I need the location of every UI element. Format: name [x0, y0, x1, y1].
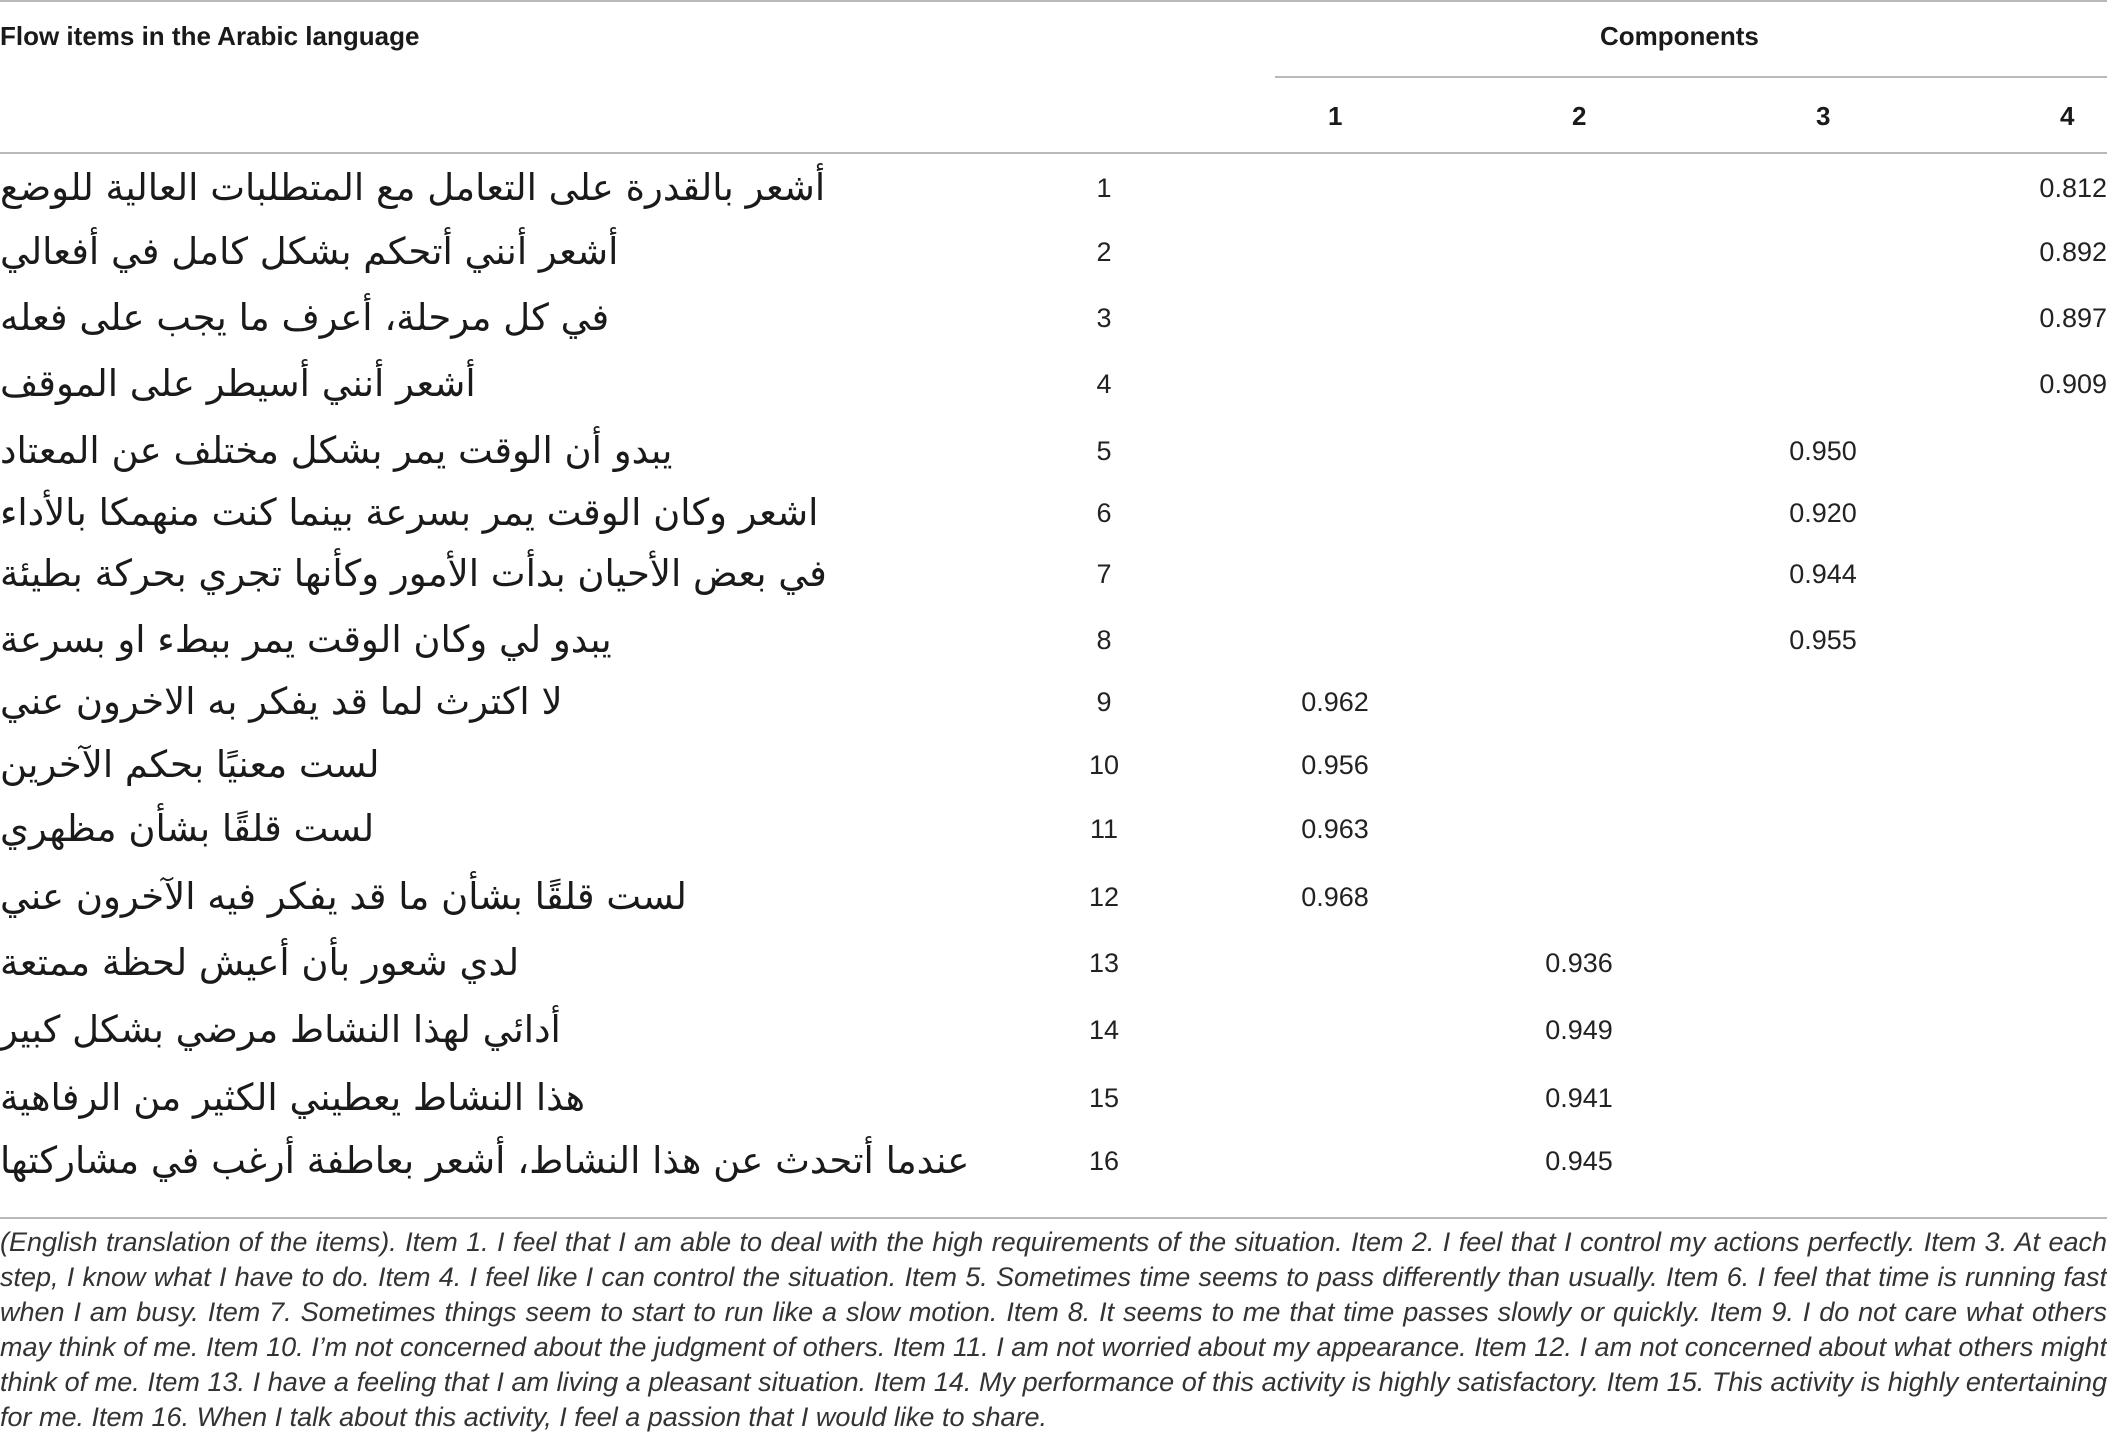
component-3-loading: 0.955 [1789, 625, 1857, 655]
component-1-loading: 0.962 [1301, 687, 1369, 717]
component-3-loading: 0.920 [1789, 498, 1857, 528]
component-1-loading [1275, 221, 1395, 283]
component-1-loading [1275, 482, 1395, 544]
component-2-loading: 0.936 [1545, 948, 1613, 978]
component-3-loading [1763, 221, 1883, 283]
arabic-item-text: أشعر بالقدرة على التعامل مع المتطلبات العالية للوضع [0, 166, 826, 209]
component-3-loading: 0.950 [1789, 436, 1857, 466]
table-row [0, 866, 2107, 928]
component-3-loading [1763, 932, 1883, 994]
component-2-loading [1519, 353, 1639, 415]
component-1-loading [1275, 1067, 1395, 1129]
table-row [0, 609, 2107, 671]
component-2-loading [1519, 157, 1639, 219]
item-number: 7 [1096, 559, 1112, 589]
arabic-item-text: اشعر وكان الوقت يمر بسرعة بينما كنت منهمكا بالأداء [0, 491, 819, 534]
arabic-item-text: في كل مرحلة، أعرف ما يجب على فعله [0, 296, 610, 339]
table-row [0, 287, 2107, 349]
arabic-item-text: أدائي لهذا النشاط مرضي بشكل كبير [0, 1008, 561, 1051]
component-1-loading: 0.956 [1301, 750, 1369, 780]
item-number: 15 [1088, 1083, 1120, 1113]
component-3-loading [1763, 671, 1883, 733]
table-row [0, 1130, 2107, 1192]
component-1-loading [1275, 999, 1395, 1061]
component-1-loading [1275, 157, 1395, 219]
table-footnote: (English translation of the items). Item 1. I feel that I am able to deal with the high requirements of the situation. Item 2. I feel that I control my actions perfectly. Item 3. At each step, I know what I have to do. Item 4. I feel like I can control the situation. Item 5. Sometimes time seems to pass differently than usually. Item 6. I feel that time is running fast when I am busy. Item 7. Sometimes things seem to start to run like a slow motion. Item 8. It seems to me that time passes slowly or quickly. Item 9. I do not care what others may think of me. Item 10. I’m not concerned about the judgment of others. Item 11. I am not worried about my appearance. Item 12. I am not concerned about what others might think of me. Item 13. I have a feeling that I am living a pleasant situation. Item 14. My performance of this activity is highly satisfactory. Item 15. This activity is highly entertaining for me. Item 16. When I talk about this activity, I feel a passion that I would like to share. [0, 1227, 2107, 1432]
arabic-item-text: أشعر أنني أسيطر على الموقف [0, 362, 476, 405]
component-1-loading [1275, 609, 1395, 671]
component-3-loading [1763, 734, 1883, 796]
table-row [0, 1067, 2107, 1129]
component-1-loading: 0.963 [1301, 814, 1369, 844]
component-2-loading [1519, 866, 1639, 928]
arabic-item-text: عندما أتحدث عن هذا النشاط، أشعر بعاطفة أرغب في مشاركتها [0, 1139, 970, 1182]
arabic-item-text: هذا النشاط يعطيني الكثير من الرفاهية [0, 1076, 586, 1119]
table-top-rule [0, 0, 2107, 2]
component-3-loading [1763, 353, 1883, 415]
table-row [0, 543, 2107, 605]
component-3-loading [1763, 157, 1883, 219]
component-number-4: 4 [2060, 101, 2075, 131]
component-1-loading: 0.968 [1301, 882, 1369, 912]
component-2-loading [1519, 609, 1639, 671]
component-1-loading [1275, 420, 1395, 482]
item-number: 1 [1096, 173, 1112, 203]
component-2-loading [1519, 798, 1639, 860]
item-number: 16 [1088, 1146, 1120, 1176]
item-number: 2 [1096, 237, 1112, 267]
component-1-loading [1275, 287, 1395, 349]
component-2-loading [1519, 482, 1639, 544]
table-row [0, 353, 2107, 415]
table-row [0, 734, 2107, 796]
arabic-item-text: لدي شعور بأن أعيش لحظة ممتعة [0, 941, 520, 984]
components-header-rule [1275, 76, 2107, 78]
component-3-loading: 0.944 [1789, 559, 1857, 589]
component-2-loading [1519, 671, 1639, 733]
component-2-loading: 0.945 [1545, 1146, 1613, 1176]
component-1-loading [1275, 932, 1395, 994]
table-row [0, 671, 2107, 733]
arabic-item-text: يبدو أن الوقت يمر بشكل مختلف عن المعتاد [0, 429, 673, 472]
item-number: 13 [1088, 948, 1120, 978]
arabic-item-text: لست قلقًا بشأن ما قد يفكر فيه الآخرون عني [0, 875, 687, 918]
item-number: 4 [1096, 369, 1112, 399]
component-2-loading [1519, 287, 1639, 349]
component-4-loading: 0.812 [2039, 173, 2107, 203]
component-4-loading: 0.897 [2039, 303, 2107, 333]
item-number: 9 [1096, 687, 1112, 717]
component-2-loading: 0.949 [1545, 1015, 1613, 1045]
component-4-loading: 0.909 [2039, 369, 2107, 399]
table-row [0, 482, 2107, 544]
table-bottom-rule [0, 1217, 2107, 1219]
component-number-3: 3 [1816, 101, 1831, 131]
component-number-1: 1 [1328, 101, 1343, 131]
component-2-loading [1519, 221, 1639, 283]
item-number: 11 [1089, 814, 1119, 844]
arabic-item-text: يبدو لي وكان الوقت يمر ببطء او بسرعة [0, 618, 612, 661]
item-number: 10 [1088, 750, 1120, 780]
component-number-2: 2 [1572, 101, 1587, 131]
arabic-item-text: لست معنيًا بحكم الآخرين [0, 743, 380, 786]
arabic-item-text: لست قلقًا بشأن مظهري [0, 807, 375, 850]
component-2-loading: 0.941 [1545, 1083, 1613, 1113]
component-3-loading [1763, 866, 1883, 928]
table-row [0, 999, 2107, 1061]
table-row [0, 157, 2107, 219]
arabic-item-text: في بعض الأحيان بدأت الأمور وكأنها تجري بحركة بطيئة [0, 552, 827, 595]
item-number: 6 [1096, 498, 1112, 528]
component-2-loading [1519, 734, 1639, 796]
component-1-loading [1275, 1130, 1395, 1192]
item-number: 3 [1096, 303, 1112, 333]
item-number: 8 [1096, 625, 1112, 655]
component-3-loading [1763, 287, 1883, 349]
component-2-loading [1519, 543, 1639, 605]
component-3-loading [1763, 1067, 1883, 1129]
table-row [0, 420, 2107, 482]
component-1-loading [1275, 353, 1395, 415]
component-3-loading [1763, 1130, 1883, 1192]
component-1-loading [1275, 543, 1395, 605]
component-3-loading [1763, 798, 1883, 860]
items-column-header: Flow items in the Arabic language [0, 21, 420, 51]
arabic-item-text: لا اكترث لما قد يفكر به الاخرون عني [0, 680, 563, 723]
table-row [0, 798, 2107, 860]
table-row [0, 221, 2107, 283]
component-3-loading [1763, 999, 1883, 1061]
table-row [0, 932, 2107, 994]
item-number: 14 [1088, 1015, 1120, 1045]
components-column-header: Components [1600, 21, 1759, 51]
arabic-item-text: أشعر أنني أتحكم بشكل كامل في أفعالي [0, 230, 619, 273]
component-2-loading [1519, 420, 1639, 482]
item-number: 5 [1096, 436, 1112, 466]
item-number: 12 [1088, 882, 1120, 912]
header-bottom-rule [0, 152, 2107, 154]
component-4-loading: 0.892 [2039, 237, 2107, 267]
